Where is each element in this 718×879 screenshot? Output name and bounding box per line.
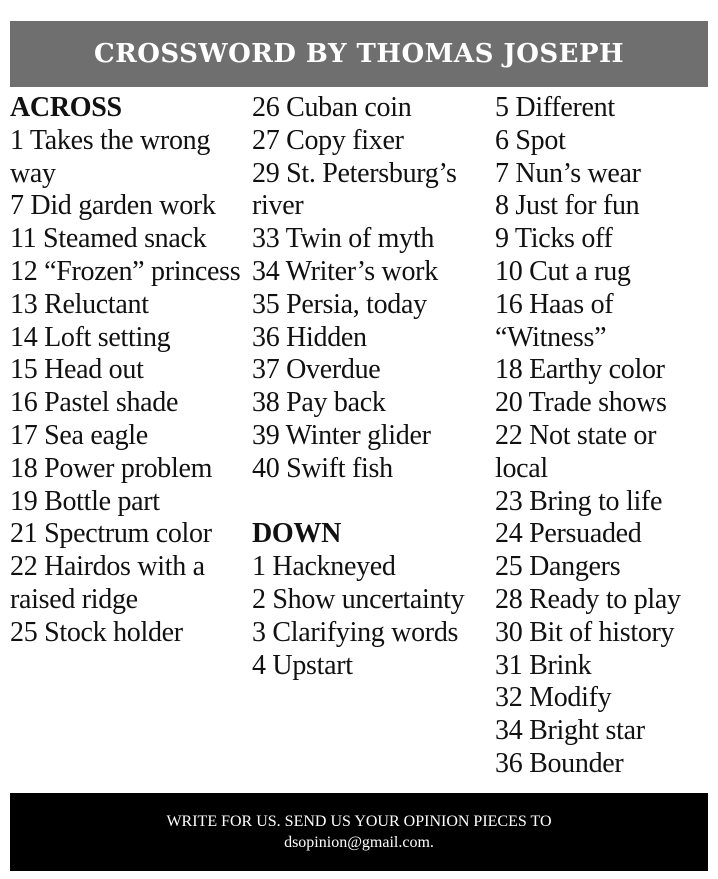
clue-item: 26 Cuban coin [252, 92, 412, 123]
clue-item: 14 Loft setting [10, 321, 171, 353]
clue-item: 11 Steamed snack [10, 223, 207, 255]
clue-column-1 [10, 92, 248, 650]
clue-item: 36 Bounder [495, 747, 624, 779]
clue-item: 27 Copy fixer [252, 124, 404, 156]
clue-item: 25 Stock holder [10, 616, 183, 648]
clue-item: 30 Bit of history [495, 616, 675, 648]
clue-item: 24 Persuaded [495, 518, 642, 550]
clue-item: 31 Brink [495, 649, 592, 681]
footer-banner [10, 793, 708, 871]
clue-item: 33 Twin of myth [252, 223, 435, 255]
clue-item: 7 Nun’s wear [495, 157, 641, 189]
down-clue-list-1 [252, 551, 492, 682]
clue-item: 3 Clarifying words [252, 616, 459, 648]
clue-item: 40 Swift fish [252, 452, 393, 484]
clue-item: 13 Reluctant [10, 288, 149, 320]
section-spacer [252, 486, 492, 519]
clue-item: 1 Takes the wrong way [10, 124, 211, 189]
clue-item: 29 St. Petersburg’s river [252, 157, 457, 222]
clue-item: 39 Winter glider [252, 419, 431, 451]
clue-item: 18 Earthy color [495, 354, 665, 386]
clue-item: 6 Spot [495, 124, 566, 156]
clue-column-2 [252, 92, 492, 682]
clue-item: 7 Did garden work [10, 190, 216, 222]
clue-item: 34 Writer’s work [252, 255, 438, 287]
clue-item: 10 Cut a rug [495, 255, 631, 287]
clue-item: 23 Bring to life [495, 485, 663, 517]
clue-item: 34 Bright star [495, 715, 645, 747]
across-clue-list-2 [252, 92, 492, 486]
clue-item: 36 Hidden [252, 321, 367, 353]
across-heading: ACROSS [10, 92, 122, 123]
crossword-header [10, 21, 708, 87]
footer-email: dsopinion@gmail.com. [284, 834, 434, 851]
clue-item: 5 Different [495, 92, 615, 123]
clue-item: 28 Ready to play [495, 583, 681, 615]
clue-item: 20 Trade shows [495, 387, 667, 419]
clue-item: 22 Hairdos with a raised ridge [10, 551, 205, 615]
footer-line-1: WRITE FOR US. SEND US YOUR OPINION PIECES TO [166, 813, 552, 830]
across-clue-list-1 [10, 125, 248, 650]
clue-item: 8 Just for fun [495, 190, 640, 222]
clue-item: 15 Head out [10, 354, 144, 386]
clue-item: 37 Overdue [252, 354, 381, 386]
clue-columns [10, 92, 710, 786]
clue-item: 32 Modify [495, 682, 612, 714]
down-heading: DOWN [252, 518, 342, 550]
clue-item: 38 Pay back [252, 387, 386, 419]
clue-item: 19 Bottle part [10, 485, 160, 517]
clue-item: 18 Power problem [10, 452, 213, 484]
clue-item: 9 Ticks off [495, 223, 613, 255]
clue-item: 22 Not state or local [495, 419, 657, 484]
clue-item: 2 Show uncertainty [252, 583, 465, 615]
clue-item: 17 Sea eagle [10, 419, 148, 451]
clue-item: 21 Spectrum color [10, 518, 212, 550]
clue-item: 1 Hackneyed [252, 551, 396, 583]
clue-item: 35 Persia, today [252, 288, 427, 320]
clue-item: 25 Dangers [495, 551, 621, 583]
page-title: CROSSWORD BY THOMAS JOSEPH [93, 39, 625, 69]
clue-item: 16 Pastel shade [10, 387, 179, 419]
clue-item: 4 Upstart [252, 649, 353, 681]
down-clue-list-2 [495, 92, 710, 781]
clue-column-3 [495, 92, 710, 781]
clue-item: 12 “Frozen” princess [10, 255, 241, 287]
clue-item: 16 Haas of “Witness” [495, 288, 614, 353]
